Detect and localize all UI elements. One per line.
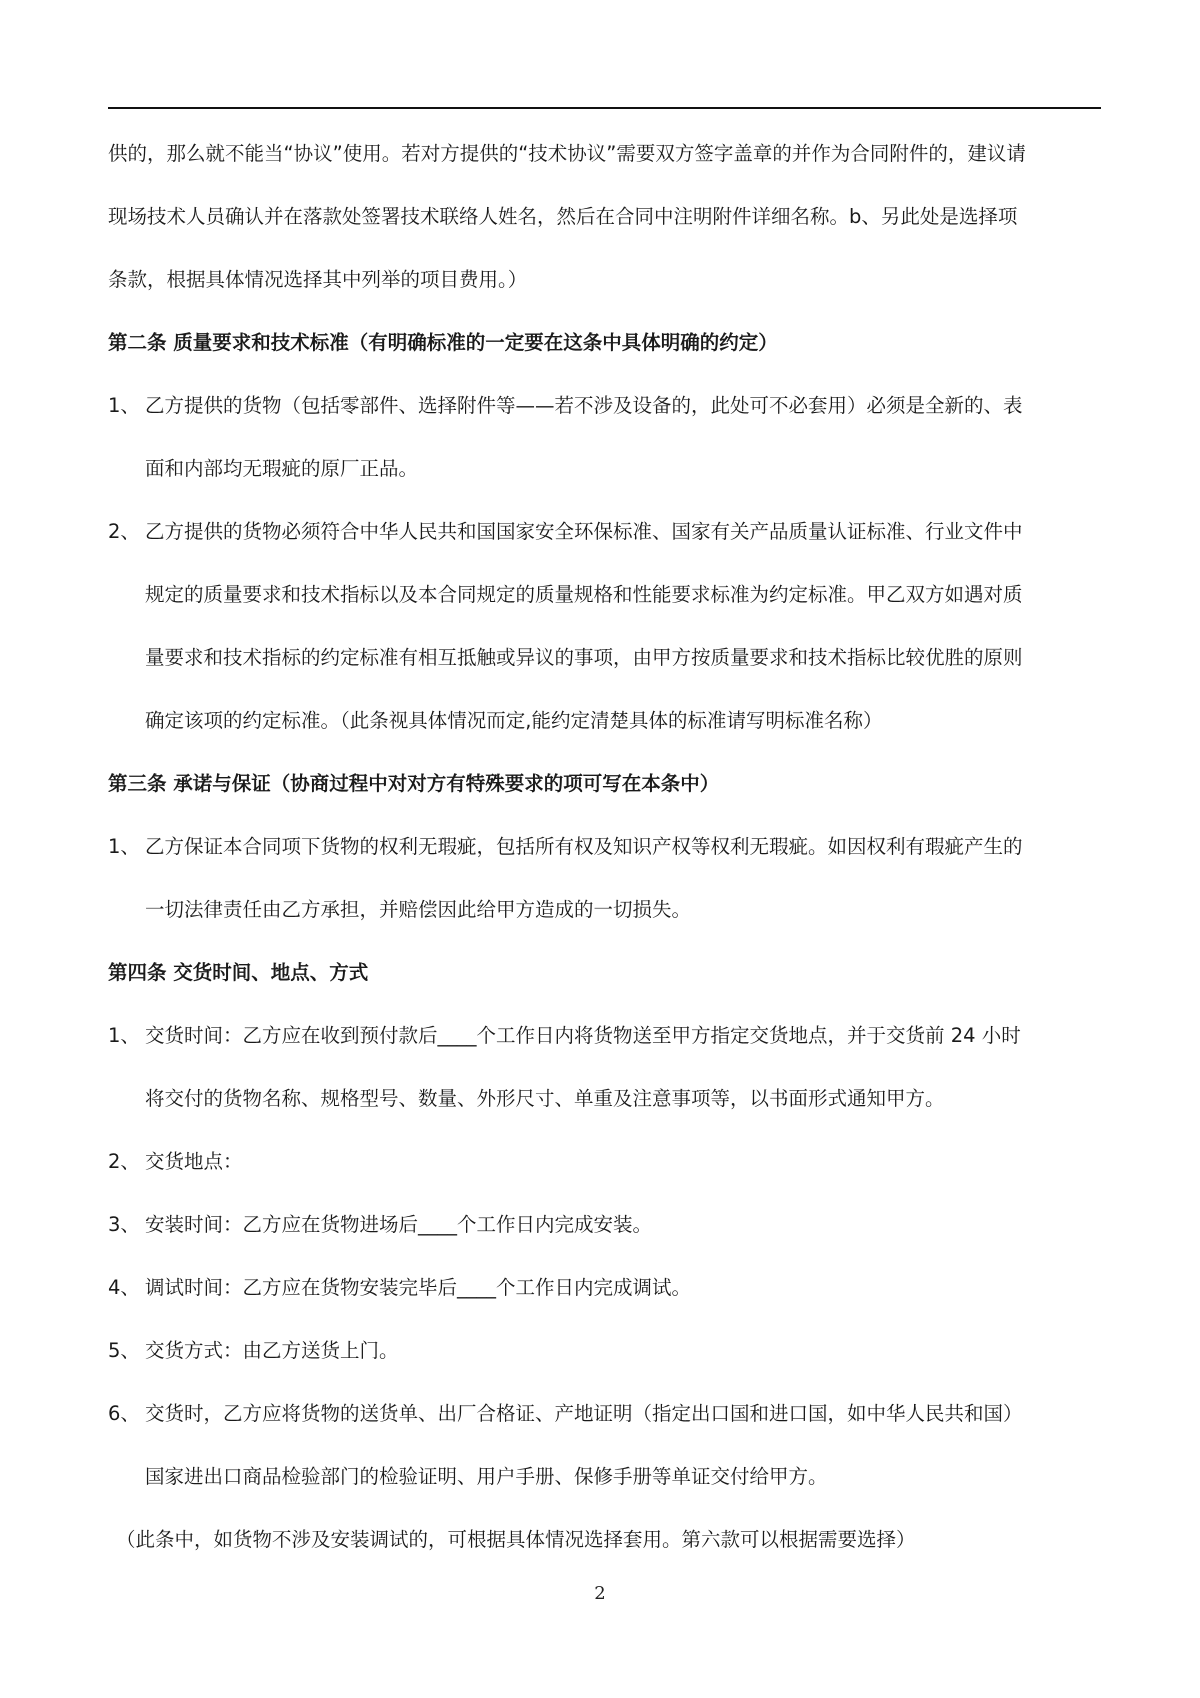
article-4-item-5: [108, 1319, 1101, 1382]
item-line: 国家进出口商品检验部门的检验证明、用户手册、保修手册等单证交付给甲方。: [145, 1465, 828, 1488]
item-line: 将交付的货物名称、规格型号、数量、外形尺寸、单重及注意事项等，以书面形式通知甲方。: [145, 1087, 945, 1110]
item-line: 面和内部均无瑕疵的原厂正品。: [145, 457, 419, 480]
article-4-heading: 第四条 交货时间、地点、方式: [108, 961, 369, 984]
item-line: 乙方提供的货物必须符合中华人民共和国国家安全环保标准、国家有关产品质量认证标准、行业文件中: [145, 520, 1023, 543]
intro-line-3: 条款，根据具体情况选择其中列举的项目费用。）: [108, 268, 528, 291]
item-line: 确定该项的约定标准。（此条视具体情况而定,能约定清楚具体的标准请写明标准名称）: [145, 709, 883, 732]
item-line: 安装时间：乙方应在货物进场后____个工作日内完成安装。: [145, 1213, 653, 1236]
intro-line-2: 现场技术人员确认并在落款处签署技术联络人姓名，然后在合同中注明附件详细名称。b、另此处是选择项: [108, 205, 1018, 228]
article-2-item-2: [108, 500, 1101, 752]
item-number: 6、: [108, 1402, 140, 1425]
header-rule: [108, 107, 1101, 109]
item-line: 量要求和技术指标的约定标准有相互抵触或异议的事项，由甲方按质量要求和技术指标比较优胜的原则: [145, 646, 1023, 669]
item-line: 交货时间：乙方应在收到预付款后____个工作日内将货物送至甲方指定交货地点，并于交货前 24 小时: [145, 1024, 1021, 1047]
page-number: 2: [594, 1583, 606, 1604]
item-number: 1、: [108, 1024, 140, 1047]
item-line: 一切法律责任由乙方承担，并赔偿因此给甲方造成的一切损失。: [145, 898, 692, 921]
article-4-item-6: [108, 1382, 1101, 1508]
item-number: 4、: [108, 1276, 140, 1299]
item-number: 3、: [108, 1213, 140, 1236]
article-4-item-2: [108, 1130, 1101, 1193]
article-3-item-1: [108, 815, 1101, 941]
item-number: 1、: [108, 394, 140, 417]
article-4-item-4: [108, 1256, 1101, 1319]
article-2-item-1: [108, 374, 1101, 500]
item-number: 1、: [108, 835, 140, 858]
item-number: 5、: [108, 1339, 140, 1362]
item-line: 交货方式：由乙方送货上门。: [145, 1339, 399, 1362]
article-2-heading: 第二条 质量要求和技术标准（有明确标准的一定要在这条中具体明确的约定）: [108, 331, 778, 354]
item-number: 2、: [108, 520, 140, 543]
article-4-note: （此条中，如货物不涉及安装调试的，可根据具体情况选择套用。第六款可以根据需要选择）: [116, 1528, 916, 1551]
item-line: 乙方提供的货物（包括零部件、选择附件等——若不涉及设备的，此处可不必套用）必须是全新的、表: [145, 394, 1023, 417]
item-line: 交货地点：: [145, 1150, 243, 1173]
intro-line-1: 供的，那么就不能当“协议”使用。若对方提供的“技术协议”需要双方签字盖章的并作为合同附件的，建议请: [108, 142, 1026, 165]
item-line: 交货时，乙方应将货物的送货单、出厂合格证、产地证明（指定出口国和进口国，如中华人民共和国）: [145, 1402, 1023, 1425]
article-4-item-1: [108, 1004, 1101, 1130]
item-line: 调试时间：乙方应在货物安装完毕后____个工作日内完成调试。: [145, 1276, 692, 1299]
article-3-heading: 第三条 承诺与保证（协商过程中对对方有特殊要求的项可写在本条中）: [108, 772, 720, 795]
item-line: 乙方保证本合同项下货物的权利无瑕疵，包括所有权及知识产权等权利无瑕疵。如因权利有瑕疵产生的: [145, 835, 1023, 858]
document-body: [108, 122, 1101, 1571]
article-4-item-3: [108, 1193, 1101, 1256]
item-line: 规定的质量要求和技术指标以及本合同规定的质量规格和性能要求标准为约定标准。甲乙双方如遇对质: [145, 583, 1023, 606]
item-number: 2、: [108, 1150, 140, 1173]
